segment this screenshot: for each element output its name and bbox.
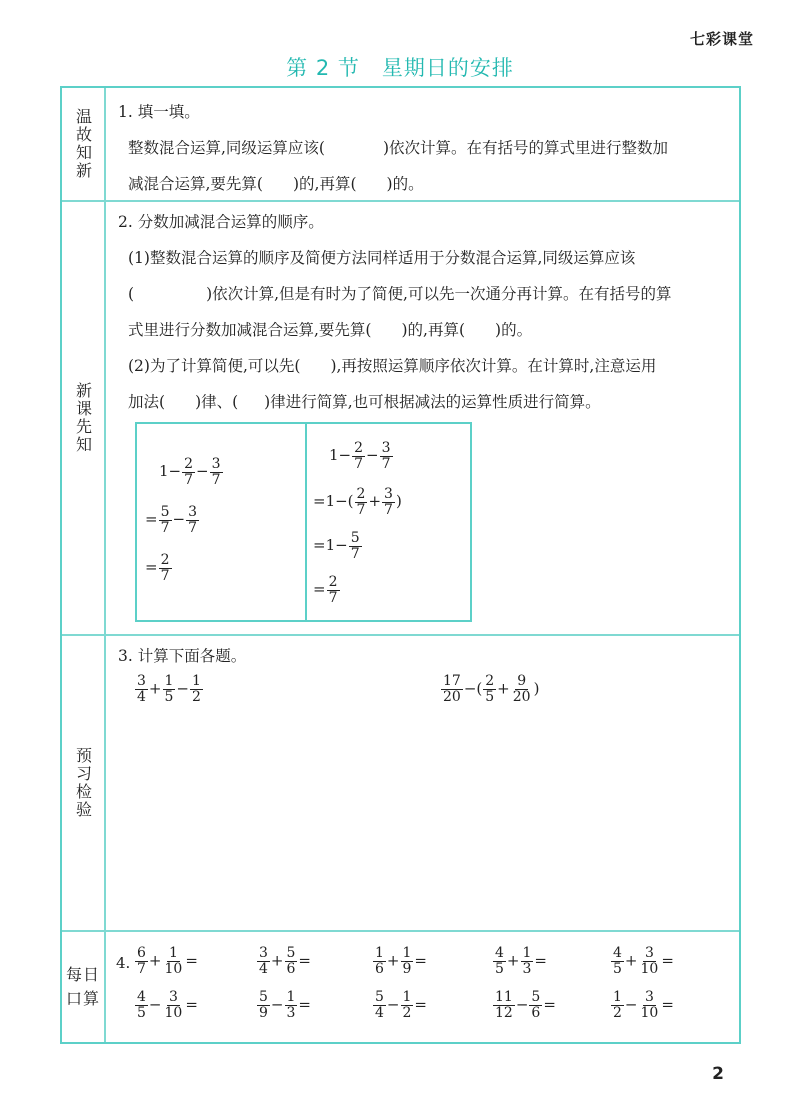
example-box xyxy=(135,422,472,622)
fraction: $\frac{9}{20}$ xyxy=(512,673,531,705)
fraction: $\frac{2}{7}$ xyxy=(354,439,364,472)
mental-math-item: $\frac{4}{5}$ − $\frac{3}{10}$ = xyxy=(137,989,198,1021)
row-practice xyxy=(62,636,739,932)
fraction: $\frac{5}{9}$ xyxy=(259,989,268,1021)
fraction: $\frac{2}{5}$ xyxy=(485,673,495,705)
row-label: 预习检验 xyxy=(62,636,106,930)
question-line: (1)整数混合运算的顺序及简便方法同样适用于分数混合运算,同级运算应该 xyxy=(128,249,636,267)
question-line: (2)为了计算简便,可以先( ),再按照运算顺序依次计算。在计算时,注意运用 xyxy=(128,357,657,375)
example-divider xyxy=(305,424,307,620)
fraction: $\frac{3}{10}$ xyxy=(640,945,659,977)
fraction: $\frac{3}{7}$ xyxy=(188,503,197,536)
example-step: = $\frac{2}{7}$ xyxy=(145,551,170,584)
example-step: =1−( $\frac{2}{7}$ + $\frac{3}{7}$ ) xyxy=(313,485,402,518)
fraction: $\frac{1}{2}$ xyxy=(192,673,201,705)
example-expression: 1− $\frac{2}{7}$ − $\frac{3}{7}$ xyxy=(159,455,221,488)
row-label: 每日口算 xyxy=(62,932,106,1042)
fraction: $\frac{5}{6}$ xyxy=(286,945,296,977)
question-title: 1. 填一填。 xyxy=(118,103,200,121)
fraction: $\frac{3}{4}$ xyxy=(259,945,268,977)
row-review xyxy=(62,88,739,202)
section-title: 星期日的安排 xyxy=(381,56,514,80)
fraction: $\frac{1}{9}$ xyxy=(402,945,412,977)
fraction: $\frac{2}{7}$ xyxy=(328,573,338,606)
question-number: 4. xyxy=(116,954,131,972)
mental-math-item: $\frac{3}{4}$ + $\frac{5}{6}$ = xyxy=(259,945,311,977)
mental-math-item: $\frac{11}{12}$ − $\frac{5}{6}$ = xyxy=(495,989,556,1021)
fraction: $\frac{1}{3}$ xyxy=(286,989,296,1021)
mental-math-item: $\frac{5}{4}$ − $\frac{1}{2}$ = xyxy=(375,989,427,1021)
fraction: $\frac{1}{6}$ xyxy=(375,945,384,977)
example-step: = $\frac{2}{7}$ xyxy=(313,573,338,606)
fraction: $\frac{1}{3}$ xyxy=(522,945,532,977)
worksheet xyxy=(60,86,741,1044)
fraction: $\frac{1}{5}$ xyxy=(164,673,174,705)
fraction: $\frac{2}{7}$ xyxy=(356,485,366,518)
question-line: 减混合运算,要先算( )的,再算( )的。 xyxy=(128,175,424,193)
page-title xyxy=(0,52,800,82)
mental-math-item: $\frac{1}{6}$ + $\frac{1}{9}$ = xyxy=(375,945,427,977)
page-number: 2 xyxy=(712,1064,724,1084)
fraction: $\frac{17}{20}$ xyxy=(443,673,461,705)
mental-math-item: $\frac{4}{5}$ + $\frac{1}{3}$ = xyxy=(495,945,547,977)
row-mental-math xyxy=(62,932,739,1042)
example-expression: 1− $\frac{2}{7}$ − $\frac{3}{7}$ xyxy=(329,439,391,472)
section-number: 第 2 节 xyxy=(286,56,360,80)
mental-math-item: $\frac{4}{5}$ + $\frac{3}{10}$ = xyxy=(613,945,674,977)
fraction: $\frac{2}{7}$ xyxy=(160,551,170,584)
question-title: 3. 计算下面各题。 xyxy=(118,647,247,665)
question-1 xyxy=(106,88,739,200)
mental-math-item: $\frac{5}{9}$ − $\frac{1}{3}$ = xyxy=(259,989,311,1021)
question-line: ( )依次计算,但是有时为了简便,可以先一次通分再计算。在有括号的算 xyxy=(128,285,672,303)
example-step: =1− $\frac{5}{7}$ xyxy=(313,529,360,562)
fraction: $\frac{3}{7}$ xyxy=(384,485,393,518)
question-line: 加法( )律、( )律进行简算,也可根据减法的运算性质进行简算。 xyxy=(128,393,601,411)
fraction: $\frac{4}{5}$ xyxy=(495,945,504,977)
fraction: $\frac{3}{7}$ xyxy=(211,455,221,488)
fraction: $\frac{3}{4}$ xyxy=(137,673,146,705)
question-line: 式里进行分数加减混合运算,要先算( )的,再算( )的。 xyxy=(128,321,533,339)
row-label: 温故知新 xyxy=(62,88,106,200)
brand-logo: 七彩课堂 xyxy=(689,30,754,48)
fraction: $\frac{4}{5}$ xyxy=(613,945,622,977)
fraction: $\frac{5}{6}$ xyxy=(531,989,541,1021)
example-step: = $\frac{5}{7}$ − $\frac{3}{7}$ xyxy=(145,503,197,536)
fraction: $\frac{5}{7}$ xyxy=(160,503,170,536)
problem-b: $\frac{17}{20}$ −( $\frac{2}{5}$ + $\frac{9}{20}$ ) xyxy=(443,673,540,705)
fraction: $\frac{1}{10}$ xyxy=(164,945,183,977)
fraction: $\frac{1}{2}$ xyxy=(402,989,412,1021)
fraction: $\frac{5}{4}$ xyxy=(375,989,384,1021)
problem-a: $\frac{3}{4}$ + $\frac{1}{5}$ − $\frac{1}{2}$ xyxy=(137,673,201,705)
fraction: $\frac{2}{7}$ xyxy=(184,455,194,488)
fraction: $\frac{3}{10}$ xyxy=(640,989,659,1021)
fraction: $\frac{3}{7}$ xyxy=(381,439,391,472)
fraction: $\frac{11}{12}$ xyxy=(495,989,513,1021)
row-label: 新课先知 xyxy=(62,202,106,634)
fraction: $\frac{5}{7}$ xyxy=(350,529,360,562)
fraction: $\frac{6}{7}$ xyxy=(137,945,146,977)
question-line: 整数混合运算,同级运算应该( )依次计算。在有括号的算式里进行整数加 xyxy=(128,139,669,157)
mental-math-item: $\frac{6}{7}$ + $\frac{1}{10}$ = xyxy=(137,945,198,977)
question-title: 2. 分数加减混合运算的顺序。 xyxy=(118,213,324,231)
fraction: $\frac{1}{2}$ xyxy=(613,989,622,1021)
row-preview xyxy=(62,202,739,636)
fraction: $\frac{4}{5}$ xyxy=(137,989,146,1021)
mental-math-item: $\frac{1}{2}$ − $\frac{3}{10}$ = xyxy=(613,989,674,1021)
fraction: $\frac{3}{10}$ xyxy=(164,989,183,1021)
